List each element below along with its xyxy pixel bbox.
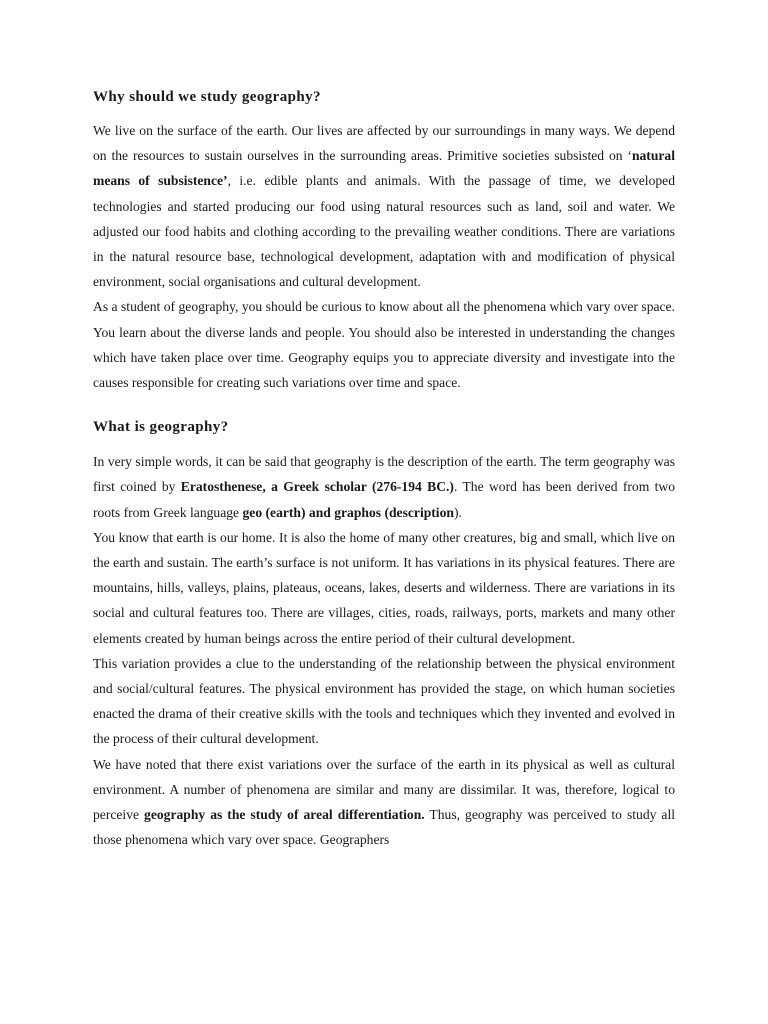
text-run: . The word has been derived from two roots from Greek language: [93, 479, 676, 520]
paragraph: [93, 752, 675, 853]
text-run: ).: [453, 504, 462, 520]
text-run: Thus, geography was perceived to study all those phenomena which vary over space. Geographers: [93, 807, 675, 848]
paragraph: [93, 118, 675, 294]
text-run: We live on the surface of the earth. Our lives are affected by our surroundings in many ways. We depend on the resources to sustain ourselves in the surrounding areas. Primitive societies subsisted on ‘: [93, 123, 675, 164]
text-run: We have noted that there exist variations over the surface of the earth in its physical as well as cultural environment. A number of phenomena are similar and many are dissimilar. It was, therefore, logical to perceive: [93, 756, 675, 823]
section-heading-what-is-geography: What is geography?: [93, 419, 229, 436]
text-run: You know that earth is our home. It is also the home of many other creatures, big and small, which live on the earth and sustain. The earth’s surface is not uniform. It has variations in its physical features. There are mountains, hills, valleys, plains, plateaus, oceans, lakes, deserts and wilderness. There are variations in its social and cultural features too. There are villages, cities, roads, railways, ports, markets and many other elements created by human beings across the entire period of their cultural development.: [93, 529, 675, 646]
text-run: This variation provides a clue to the understanding of the relationship between the physical environment and social/cultural features. The physical environment has provided the stage, on which human societies enacted the drama of their creative skills with the tools and techniques which they invented and evolved in the process of their cultural development.: [93, 655, 675, 747]
text-run: , i.e. edible plants and animals. With the passage of time, we developed technologies and started producing our food using natural resources such as land, soil and water. We adjusted our food habits and clothing according to the prevailing weather conditions. There are variations in the natural resource base, technological development, adaptation with and modification of physical environment, social organisations and cultural development.: [93, 173, 675, 290]
paragraph: [93, 449, 675, 525]
paragraph: [93, 651, 675, 752]
paragraph: [93, 525, 675, 651]
text-run: As a student of geography, you should be curious to know about all the phenomena which vary over space. You learn about the diverse lands and people. You should also be interested in understanding the changes which have taken place over time. Geography equips you to appreciate diversity and investigate into the causes responsible for creating such variations over time and space.: [93, 299, 675, 391]
bold-text: natural means of subsistence’: [93, 148, 675, 189]
document-page: [93, 86, 675, 852]
bold-text: geography as the study of areal differentiation.: [144, 807, 425, 823]
bold-text: Eratosthenese, a Greek scholar (276-194 BC.): [180, 479, 454, 495]
text-run: In very simple words, it can be said that geography is the description of the earth. The term geography was first coined by: [93, 454, 675, 495]
bold-text: geo (earth) and graphos (description: [242, 504, 454, 520]
paragraph: [93, 294, 675, 395]
section-heading-why-study-geography: Why should we study geography?: [93, 89, 321, 105]
